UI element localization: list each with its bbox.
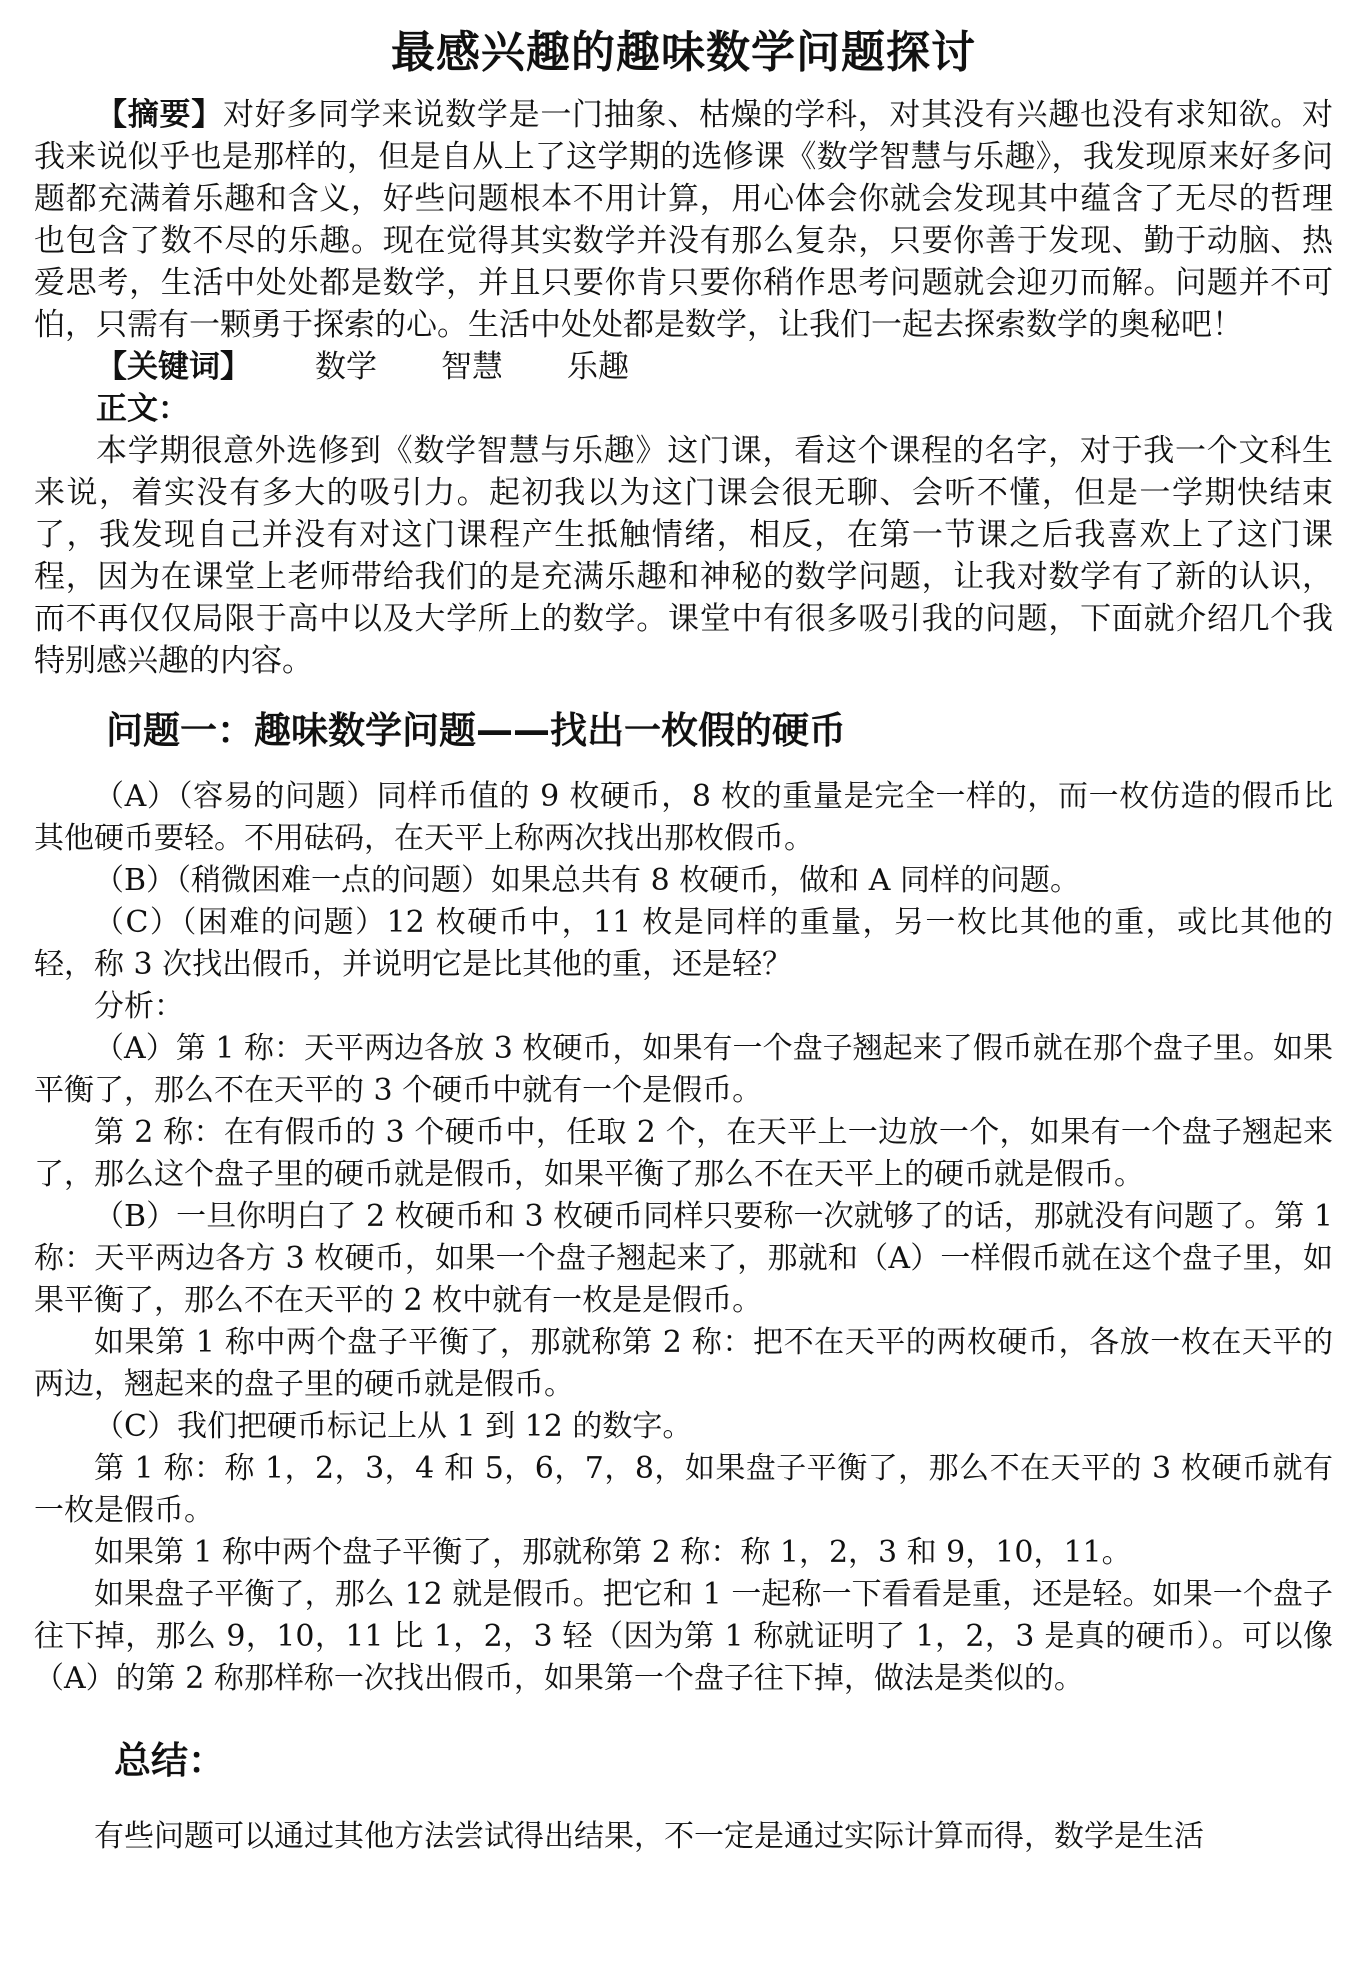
analysis-c-step1: 第 1 称：称 1，2，3，4 和 5，6，7，8，如果盘子平衡了，那么不在天平的 3 枚硬币就有一枚是假币。 [34,1451,1333,1528]
section1-body [34,776,1333,1700]
keywords-label: 【关键词】 [96,349,251,385]
summary-paragraph: 有些问题可以通过其他方法尝试得出结果，不一定是通过实际计算而得，数学是生活 [94,1819,1204,1854]
keyword-item: 数学 [315,349,377,385]
abstract-label: 【摘要】 [96,97,223,133]
keyword-item: 乐趣 [567,349,629,385]
body-label: 正文： [96,391,189,427]
analysis-a-step1: （A）第 1 称：天平两边各放 3 枚硬币，如果有一个盘子翘起来了假币就在那个盘子里。如果平衡了，那么不在天平的 3 个硬币中就有一个是假币。 [34,1031,1333,1108]
problem-c-paragraph: （C）（困难的问题）12 枚硬币中，11 枚是同样的重量，另一枚比其他的重，或比其他的轻，称 3 次找出假币，并说明它是比其他的重，还是轻？ [34,905,1333,982]
analysis-b-step1: （B）一旦你明白了 2 枚硬币和 3 枚硬币同样只要称一次就够了的话，那就没有问题了。第 1 称：天平两边各方 3 枚硬币，如果一个盘子翘起来了，那就和（A）一样假币就在这个盘子里，如果平衡了，那么不在天平的 2 枚中就有一枚是是假币。 [34,1199,1333,1318]
summary-heading: 总结： [114,1739,225,1782]
section1-heading: 问题一：趣味数学问题——找出一枚假的硬币 [106,709,846,752]
analysis-a-step2: 第 2 称：在有假币的 3 个硬币中，任取 2 个，在天平上一边放一个，如果有一个盘子翘起来了，那么这个盘子里的硬币就是假币，如果平衡了那么不在天平上的硬币就是假币。 [34,1115,1333,1192]
intro-paragraph: 本学期很意外选修到《数学智慧与乐趣》这门课，看这个课程的名字，对于我一个文科生来说，着实没有多大的吸引力。起初我以为这门课会很无聊、会听不懂，但是一学期快结束了，我发现自己并没有对这门课程产生抵触情绪，相反，在第一节课之后我喜欢上了这门课程，因为在课堂上老师带给我们的是充满乐趣和神秘的数学问题，让我对数学有了新的认识，而不再仅仅局限于高中以及大学所上的数学。课堂中有很多吸引我的问题，下面就介绍几个我特别感兴趣的内容。 [34,433,1333,679]
analysis-label: 分析： [94,989,184,1024]
problem-a-paragraph: （A）（容易的问题）同样币值的 9 枚硬币，8 枚的重量是完全一样的，而一枚仿造的假币比其他硬币要轻。不用砝码，在天平上称两次找出那枚假币。 [34,779,1333,856]
keywords-line [34,346,1333,388]
abstract-text: 对好多同学来说数学是一门抽象、枯燥的学科，对其没有兴趣也没有求知欲。对我来说似乎也是那样的，但是自从上了这学期的选修课《数学智慧与乐趣》，我发现原来好多问题都充满着乐趣和含义，好些问题根本不用计算，用心体会你就会发现其中蕴含了无尽的哲理也包含了数不尽的乐趣。现在觉得其实数学并没有那么复杂，只要你善于发现、勤于动脑、热爱思考，生活中处处都是数学，并且只要你肯只要你稍作思考问题就会迎刃而解。问题并不可怕，只需有一颗勇于探索的心。生活中处处都是数学，让我们一起去探索数学的奥秘吧！ [34,97,1334,343]
abstract-paragraph [34,94,1333,346]
document-title: 最感兴趣的趣味数学问题探讨 [391,27,976,78]
keyword-item: 智慧 [441,349,503,385]
problem-b-paragraph: （B）（稍微困难一点的问题）如果总共有 8 枚硬币，做和 A 同样的问题。 [94,863,1080,898]
analysis-b-step2: 如果第 1 称中两个盘子平衡了，那就称第 2 称：把不在天平的两枚硬币，各放一枚在天平的两边，翘起来的盘子里的硬币就是假币。 [34,1325,1333,1402]
analysis-c-intro: （C）我们把硬币标记上从 1 到 12 的数字。 [94,1409,693,1444]
body-label-line [34,388,1333,430]
analysis-c-step3: 如果盘子平衡了，那么 12 就是假币。把它和 1 一起称一下看看是重，还是轻。如果一个盘子往下掉，那么 9，10，11 比 1，2，3 轻（因为第 1 称就证明了 1，2，3 是真的硬币）。可以像（A）的第 2 称那样称一次找出假币，如果第一个盘子往下掉，做法是类似的。 [34,1577,1333,1696]
analysis-c-step2: 如果第 1 称中两个盘子平衡了，那就称第 2 称：称 1，2，3 和 9，10，11。 [94,1535,1132,1570]
